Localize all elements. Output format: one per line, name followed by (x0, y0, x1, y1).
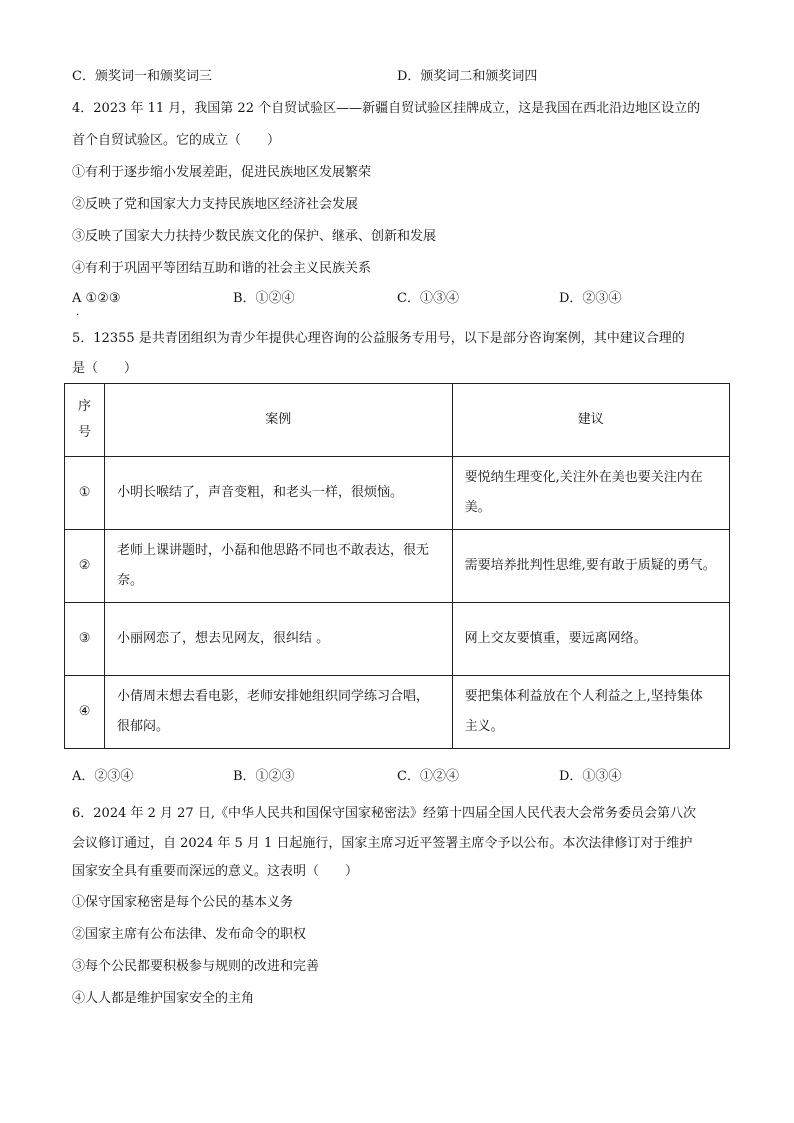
row-suggestion (452, 530, 729, 603)
row-case-line2: 很郁闷。 (117, 719, 170, 734)
row-case (105, 457, 453, 530)
q6-stem-line1: 6．2024 年 2 月 27 日,《中华人民共和国保守国家秘密法》经第十四届全国人民代表大会常务委员会第八次 (72, 806, 696, 821)
q5-option-a: A．②③④ (72, 769, 134, 784)
header-number-char1: 序 (78, 399, 92, 414)
q6-item-3: ③每个公民都要积极参与规则的改进和完善 (72, 959, 320, 974)
q6-item-4: ④人人都是维护国家安全的主角 (72, 991, 255, 1006)
row-suggestion-line1: 要悦纳生理变化,关注外在美也要关注内在 (464, 470, 703, 485)
table-row (65, 457, 730, 530)
q4-item-3: ③反映了国家大力扶持少数民族文化的保护、继承、创新和发展 (72, 229, 437, 244)
table-row (65, 530, 730, 603)
row-case-line1: 老师上课讲题时，小磊和他思路不同也不敢表达，很无 (117, 543, 430, 558)
q3-option-d: D．颁奖词二和颁奖词四 (397, 69, 538, 84)
header-suggestion: 建议 (452, 384, 729, 457)
q4-stem-line1: 4．2023 年 11 月，我国第 22 个自贸试验区——新疆自贸试验区挂牌成立，这是我国在西北沿边地区设立的 (72, 101, 701, 116)
q5-stem-line2: 是（ ） (72, 361, 138, 376)
q4-option-b: B．①②④ (233, 291, 295, 306)
q4-option-a: A ①②③ (72, 291, 121, 306)
row-suggestion (452, 676, 729, 749)
row-case (105, 676, 453, 749)
q4-option-c: C．①③④ (397, 291, 459, 306)
row-number: ④ (65, 676, 105, 749)
row-number: ① (65, 457, 105, 530)
q6-stem-line3: 国家安全具有重要而深远的意义。这表明（ ） (72, 864, 359, 879)
row-number: ② (65, 530, 105, 603)
row-suggestion-line2: 主义。 (464, 719, 504, 734)
q4-item-1: ①有利于逐步缩小发展差距，促进民族地区发展繁荣 (72, 165, 372, 180)
row-suggestion (452, 603, 729, 676)
header-case: 案例 (105, 384, 453, 457)
q4-item-4: ④有利于巩固平等团结互助和谐的社会主义民族关系 (72, 261, 372, 276)
row-suggestion-line2: 美。 (464, 500, 491, 515)
table-row (65, 603, 730, 676)
header-number (65, 384, 105, 457)
q4-stem-line2: 首个自贸试验区。它的成立（ ） (72, 133, 281, 148)
row-case-line1: 小倩周末想去看电影，老师安排她组织同学练习合唱， (117, 689, 430, 704)
q4-option-d: D．②③④ (559, 291, 622, 306)
q6-item-2: ②国家主席有公布法律、发布命令的职权 (72, 927, 307, 942)
q5-option-d: D．①③④ (559, 769, 622, 784)
q6-stem-line2: 会议修订通过，自 2024 年 5 月 1 日起施行，国家主席习近平签署主席令予以公布。本次法律修订对于维护 (72, 836, 693, 851)
q3-option-c: C．颁奖词一和颁奖词三 (72, 69, 212, 84)
q5-case-table (64, 383, 730, 749)
row-case (105, 603, 453, 676)
header-number-char2: 号 (78, 425, 92, 440)
row-suggestion-line1: 需要培养批判性思维,要有敢于质疑的勇气。 (464, 558, 716, 573)
row-number: ③ (65, 603, 105, 676)
table-row (65, 676, 730, 749)
q4-dot: . (76, 307, 80, 318)
row-suggestion (452, 457, 729, 530)
row-case (105, 530, 453, 603)
row-case-line2: 奈。 (117, 573, 144, 588)
row-suggestion-line1: 网上交友要慎重，要远离网络。 (464, 631, 647, 646)
q4-item-2: ②反映了党和国家大力支持民族地区经济社会发展 (72, 197, 359, 212)
row-case-line1: 小丽网恋了，想去见网友，很纠结 。 (117, 631, 330, 646)
q6-item-1: ①保守国家秘密是每个公民的基本义务 (72, 895, 294, 910)
row-suggestion-line1: 要把集体利益放在个人利益之上,坚持集体 (464, 689, 703, 704)
row-case-line1: 小明长喉结了，声音变粗，和老头一样，很烦恼。 (117, 485, 404, 500)
q5-option-c: C．①②④ (397, 769, 459, 784)
q5-stem-line1: 5．12355 是共青团组织为青少年提供心理咨询的公益服务专用号，以下是部分咨询案例，其中建议合理的 (72, 331, 685, 346)
table-header-row (65, 384, 730, 457)
q5-option-b: B．①②③ (233, 769, 295, 784)
